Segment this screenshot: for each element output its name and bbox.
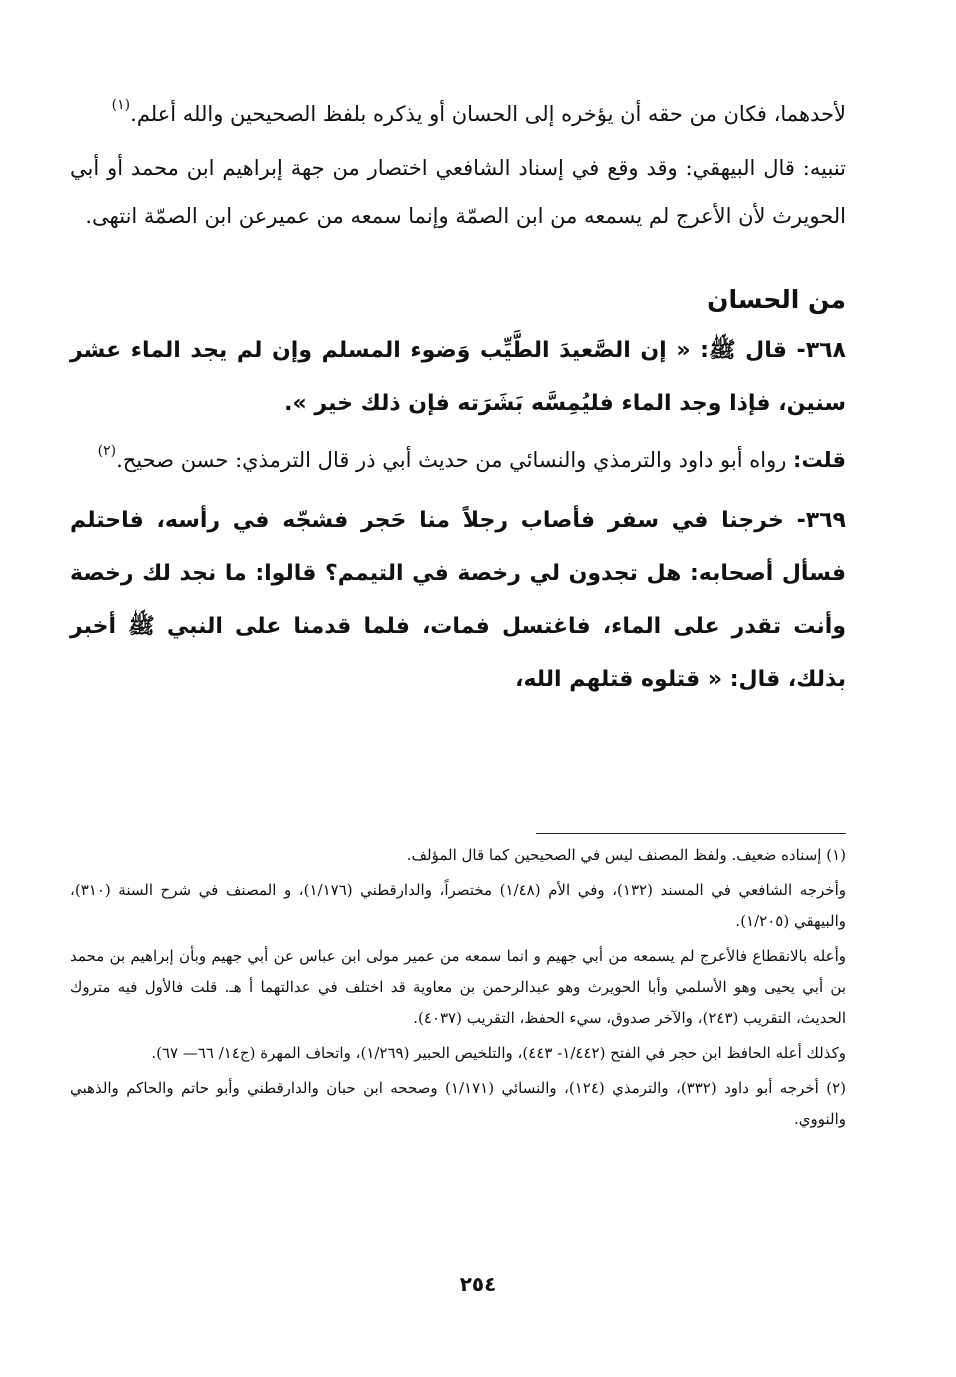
note-paragraph: تنبيه: قال البيهقي: وقد وقع في إسناد الشافعي اختصار من جهة إبراهيم ابن محمد أو أبي الحويرث لأن الأعرج لم يسمعه من ابن الصمّة وإنما سمعه من عميرعن ابن الصمّة انتهى. — [70, 156, 846, 228]
footnote-ref-2[interactable]: (٢) — [97, 443, 117, 459]
hadith-369: ٣٦٩- خرجنا في سفر فأصاب رجلاً منا حَجر فشجّه في رأسه، فاحتلم فسأل أصحابه: هل تجدون لي رخصة في التيمم؟ قالوا: ما نجد لك رخصة وأنت تقدر على الماء، فاغتسل فمات، فلما قدمنا على النبي ﷺ أخبر بذلك، قال: « قتلوه قتلهم الله، — [70, 508, 846, 692]
footnote-1: (١) إسناده ضعيف. ولفظ المصنف ليس في الصحيحين كما قال المؤلف. — [406, 846, 846, 864]
footnote-ref-1[interactable]: (١) — [111, 97, 131, 113]
footnote-2: (٢) أخرجه أبو داود (٣٣٢)، والترمذي (١٢٤)، والنسائي (١/١٧١) وصححه ابن حبان والدارقطني وأبو حاتم والحاكم والذهبي والنووي. — [70, 1079, 846, 1128]
footnote-divider — [536, 833, 846, 834]
section-heading: من الحسان — [707, 285, 846, 314]
footnote-1-critique: وأعله بالانقطاع فالأعرج لم يسمعه من أبي جهيم و انما سمعه من عمير مولى ابن عباس عن أبي جهيم وبأن إبراهيم بن محمد بن أبي يحيى وهو الأسلمي وأبا الحويرث وهو عبدالرحمن بن معاوية قد اختلف في عدالتهما أ هـ. قلت فالأول فيه متروك الحديث، التقريب (٢٤٣)، والآخر صدوق، سيء الحفظ، التقريب (٤٠٣٧). — [70, 947, 846, 1027]
comment-368 — [70, 436, 846, 484]
footnotes — [70, 840, 846, 1139]
footnote-1-sources: وأخرجه الشافعي في المسند (١٣٢)، وفي الأم (١/٤٨) مختصراً، والدارقطني (١/١٧٦)، و المصنف في شرح السنة (٣١٠)، والبيهقي (١/٢٠٥). — [70, 881, 846, 930]
page-body — [70, 90, 846, 1128]
hadith-368: ٣٦٨- قال ﷺ: « إن الصَّعيدَ الطَّيِّب وَضوء المسلم وإن لم يجد الماء عشر سنين، فإذا وجد الماء فليُمِسَّه بَشَرَته فإن ذلك خير ». — [70, 338, 846, 416]
footnote-1-hajar: وكذلك أعله الحافظ ابن حجر في الفتح (١/٤٤٢- ٤٤٣)، والتلخيص الحبير (١/٢٦٩)، واتحاف المهرة (ج١٤/ ٦٦— ٦٧). — [151, 1044, 846, 1062]
page-number: ٢٥٤ — [459, 1272, 497, 1296]
comment-label: قلت: — [793, 448, 846, 472]
intro-paragraph — [70, 90, 846, 138]
intro-text: لأحدهما، فكان من حقه أن يؤخره إلى الحسان أو يذكره بلفظ الصحيحين والله أعلم. — [130, 102, 846, 126]
comment-text: رواه أبو داود والترمذي والنسائي من حديث أبي ذر قال الترمذي: حسن صحيح. — [116, 448, 794, 472]
